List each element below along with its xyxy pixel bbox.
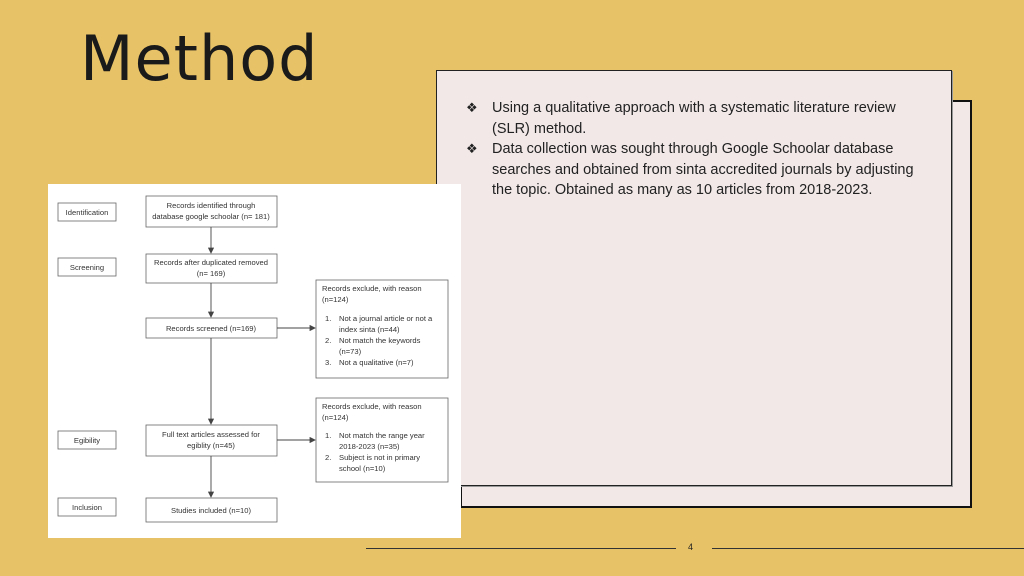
stage-label-egibility: Egibility [73,436,101,445]
studies-included-text: Studies included (n=10) [171,506,251,515]
exclusion1-num: 1. [325,314,332,323]
exclusion1-heading: (n=124) [322,295,349,304]
full-text-line: Full text articles assessed for [162,430,260,439]
slide-title: Method [80,22,319,95]
records-screened-text: Records screened (n=169) [165,324,257,333]
bullet-text: Data collection was sought through Google Schoolar database searches and obtained from sinta accredited journals by adjusting the topic. Obtained as many as 10 articles from 2018-2023. [492,141,914,198]
prisma-flowchart [48,184,461,538]
after-duplicates-line: (n= 169) [196,269,226,278]
page-number: 4 [688,542,694,552]
exclusion1-num: 3. [325,358,332,367]
bullet-item [466,98,926,139]
exclusion2-item: Subject is not in primary [339,453,421,462]
exclusion2-heading: Records exclude, with reason [322,402,422,411]
exclusion2-item: Not match the range year [339,431,425,440]
exclusion2-num: 2. [325,453,332,462]
footer-rule-left [366,548,676,549]
exclusion1-item: Not a journal article or not a [339,314,433,323]
exclusion1-item: (n=73) [339,347,362,356]
exclusion2-item: 2018-2023 (n=35) [339,442,400,451]
records-identified-line: Records identified through [166,201,256,210]
exclusion2-item: school (n=10) [339,464,386,473]
records-identified-line: database google schoolar (n= 181) [152,212,270,221]
stage-label-inclusion: Inclusion [72,503,102,512]
bullet-list [466,98,926,201]
diamond-cluster-icon: ❖ [466,141,478,156]
exclusion1-item: Not a qualitative (n=7) [339,358,414,367]
full-text-line: egiblity (n=45) [187,441,235,450]
exclusion1-num: 2. [325,336,332,345]
stage-label-screening: Screening [69,263,105,272]
stage-label-identification: Identification [65,208,109,217]
exclusion2-heading: (n=124) [322,413,349,422]
footer-rule-right [712,548,1024,549]
exclusion1-item: Not match the keywords [339,336,421,345]
bullet-text: Using a qualitative approach with a systematic literature review (SLR) method. [492,100,896,137]
diamond-cluster-icon: ❖ [466,100,478,115]
bullet-item [466,139,926,201]
exclusion1-item: index sinta (n=44) [339,325,400,334]
exclusion2-num: 1. [325,431,332,440]
after-duplicates-line: Records after duplicated removed [154,258,268,267]
exclusion1-heading: Records exclude, with reason [322,284,422,293]
